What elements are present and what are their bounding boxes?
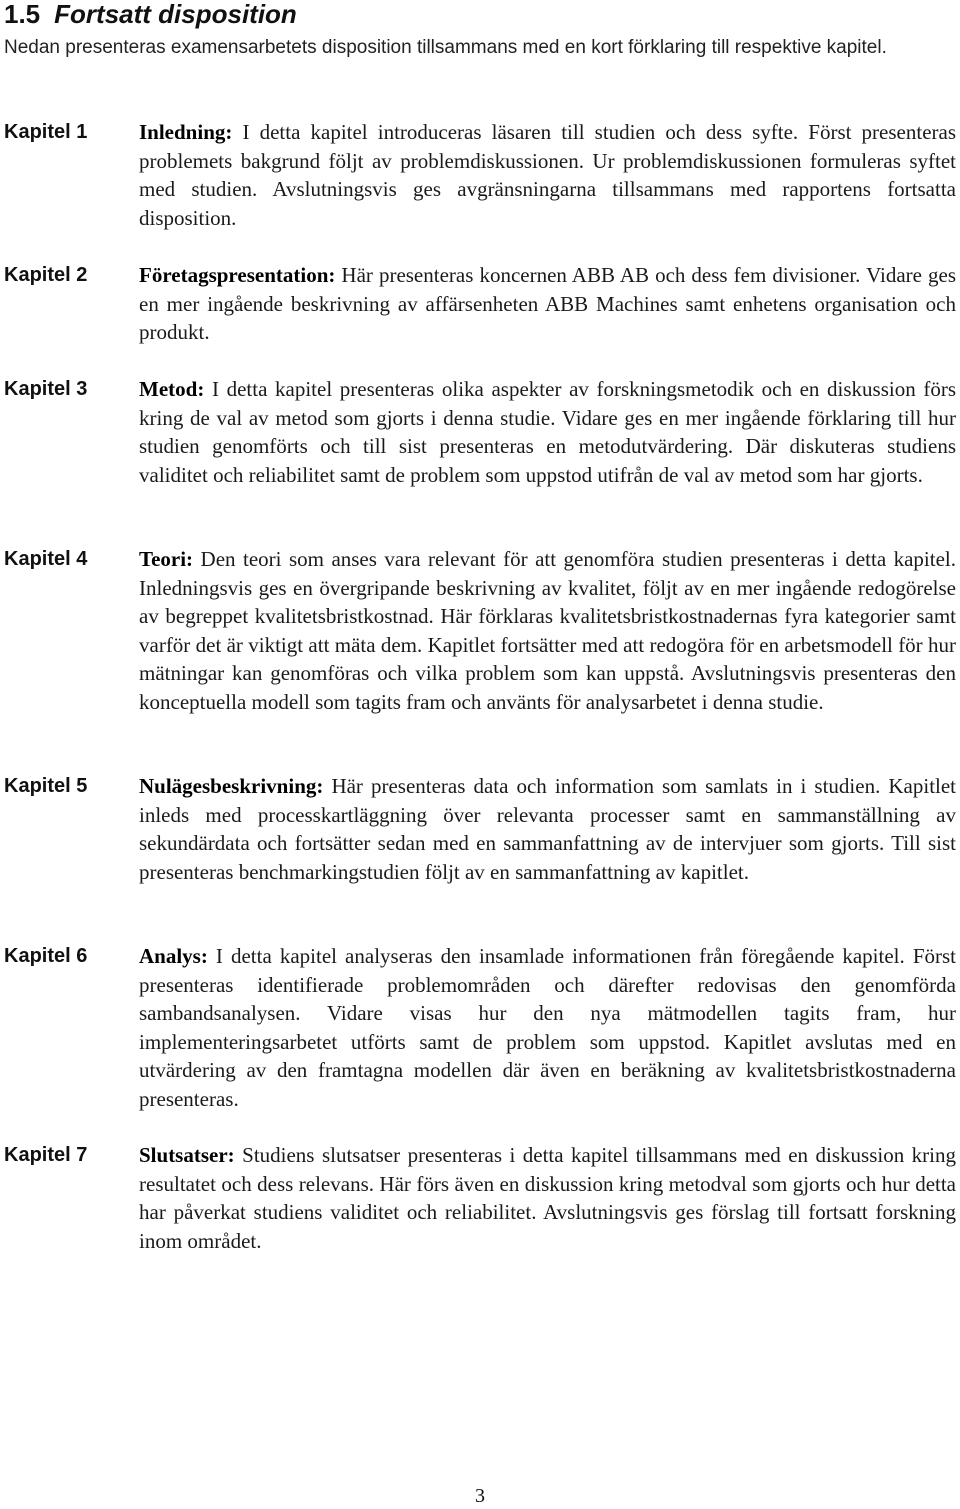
chapter-body: I detta kapitel introduceras läsaren till studien och dess syfte. Först presenteras problemets bakgrund följt av problemdiskussionen. Ur problemdiskussionen formuleras syftet med studien. Avslutningsvis ges avgränsningarna tillsammans med rapportens fortsatta disposition. bbox=[139, 120, 957, 230]
chapter-term: Inledning: bbox=[139, 120, 233, 144]
intro-paragraph: Nedan presenteras examensarbetets disposition tillsammans med en kort förklaring till respektive kapitel. bbox=[4, 37, 887, 58]
section-title: Fortsatt disposition bbox=[54, 0, 297, 29]
chapter-body: I detta kapitel presenteras olika aspekter av forskningsmetodik och en diskussion förs kring de val av metod som gjorts i denna studie. Vidare ges en mer ingående förklaring till hur studien genomförts och till sist presenteras en metodutvärdering. Där diskuteras studiens validitet och reliabilitet samt de problem som uppstod utifrån de val av metod som har gjorts. bbox=[139, 377, 957, 487]
chapter-body: I detta kapitel analyseras den insamlade informationen från föregående kapitel. Först presenteras identifierade problemområden och därefter redovisas den genomförda sambandsanalysen. Vidare visas hur den nya mätmodellen tagits fram, hur implementeringsarbetet utförts samt de problem som uppstod. Kapitlet avslutas med en utvärdering av den framtagna modellen där även en beräkning av kvalitetsbristkostnaderna presenteras. bbox=[139, 944, 956, 1111]
chapter-description bbox=[139, 118, 956, 232]
chapter-label: Kapitel 2 bbox=[4, 264, 88, 286]
chapter-description bbox=[139, 772, 956, 886]
chapter-label: Kapitel 3 bbox=[4, 378, 88, 400]
chapter-description bbox=[139, 1141, 956, 1255]
section-number: 1.5 bbox=[4, 0, 41, 29]
section-heading bbox=[4, 0, 297, 28]
chapter-term: Företagspresentation: bbox=[139, 263, 336, 287]
chapter-label: Kapitel 1 bbox=[4, 121, 88, 143]
chapter-term: Analys: bbox=[139, 944, 208, 968]
chapter-term: Teori: bbox=[139, 547, 194, 571]
page-number: 3 bbox=[475, 1485, 485, 1507]
chapter-description bbox=[139, 545, 956, 716]
chapter-label: Kapitel 7 bbox=[4, 1144, 88, 1166]
chapter-description bbox=[139, 375, 956, 489]
chapter-term: Nulägesbeskrivning: bbox=[139, 774, 324, 798]
chapter-body: Den teori som anses vara relevant för att genomföra studien presenteras i detta kapitel. Inledningsvis ges en övergripande beskrivning av kvalitet, följt av en mer ingående redogörelse av begreppet kvalitetsbristkostnad. Här förklaras kvalitetsbristkostnadernas fyra kategorier samt varför det är viktigt att mäta dem. Kapitlet fortsätter med att redogöra för en arbetsmodell för hur mätningar kan genomföras och vilka problem som kan uppstå. Avslutningsvis presenteras den konceptuella modell som tagits fram och använts för analysarbetet i denna studie. bbox=[139, 547, 957, 714]
chapter-body: Här presenteras koncernen ABB AB och dess fem divisioner. Vidare ges en mer ingående beskrivning av affärsenheten ABB Machines samt enhetens organisation och produkt. bbox=[139, 263, 956, 344]
chapter-body: Här presenteras data och information som samlats in i studien. Kapitlet inleds med processkartläggning över relevanta processer samt en sammanställning av sekundärdata och fortsätter sedan med en sammanfattning av de intervjuer som gjorts. Till sist presenteras benchmarkingstudien följt av en sammanfattning av kapitlet. bbox=[139, 774, 957, 884]
chapter-term: Slutsatser: bbox=[139, 1143, 235, 1167]
chapter-description bbox=[139, 261, 956, 347]
chapter-label: Kapitel 4 bbox=[4, 548, 88, 570]
chapter-description bbox=[139, 942, 956, 1113]
chapter-label: Kapitel 6 bbox=[4, 945, 88, 967]
chapter-term: Metod: bbox=[139, 377, 205, 401]
chapter-label: Kapitel 5 bbox=[4, 775, 88, 797]
chapter-body: Studiens slutsatser presenteras i detta kapitel tillsammans med en diskussion kring resultatet och dess relevans. Här förs även en diskussion kring metodval som gjorts och hur detta har påverkat studiens validitet och reliabilitet. Avslutningsvis ges förslag till fortsatt forskning inom området. bbox=[139, 1143, 957, 1253]
